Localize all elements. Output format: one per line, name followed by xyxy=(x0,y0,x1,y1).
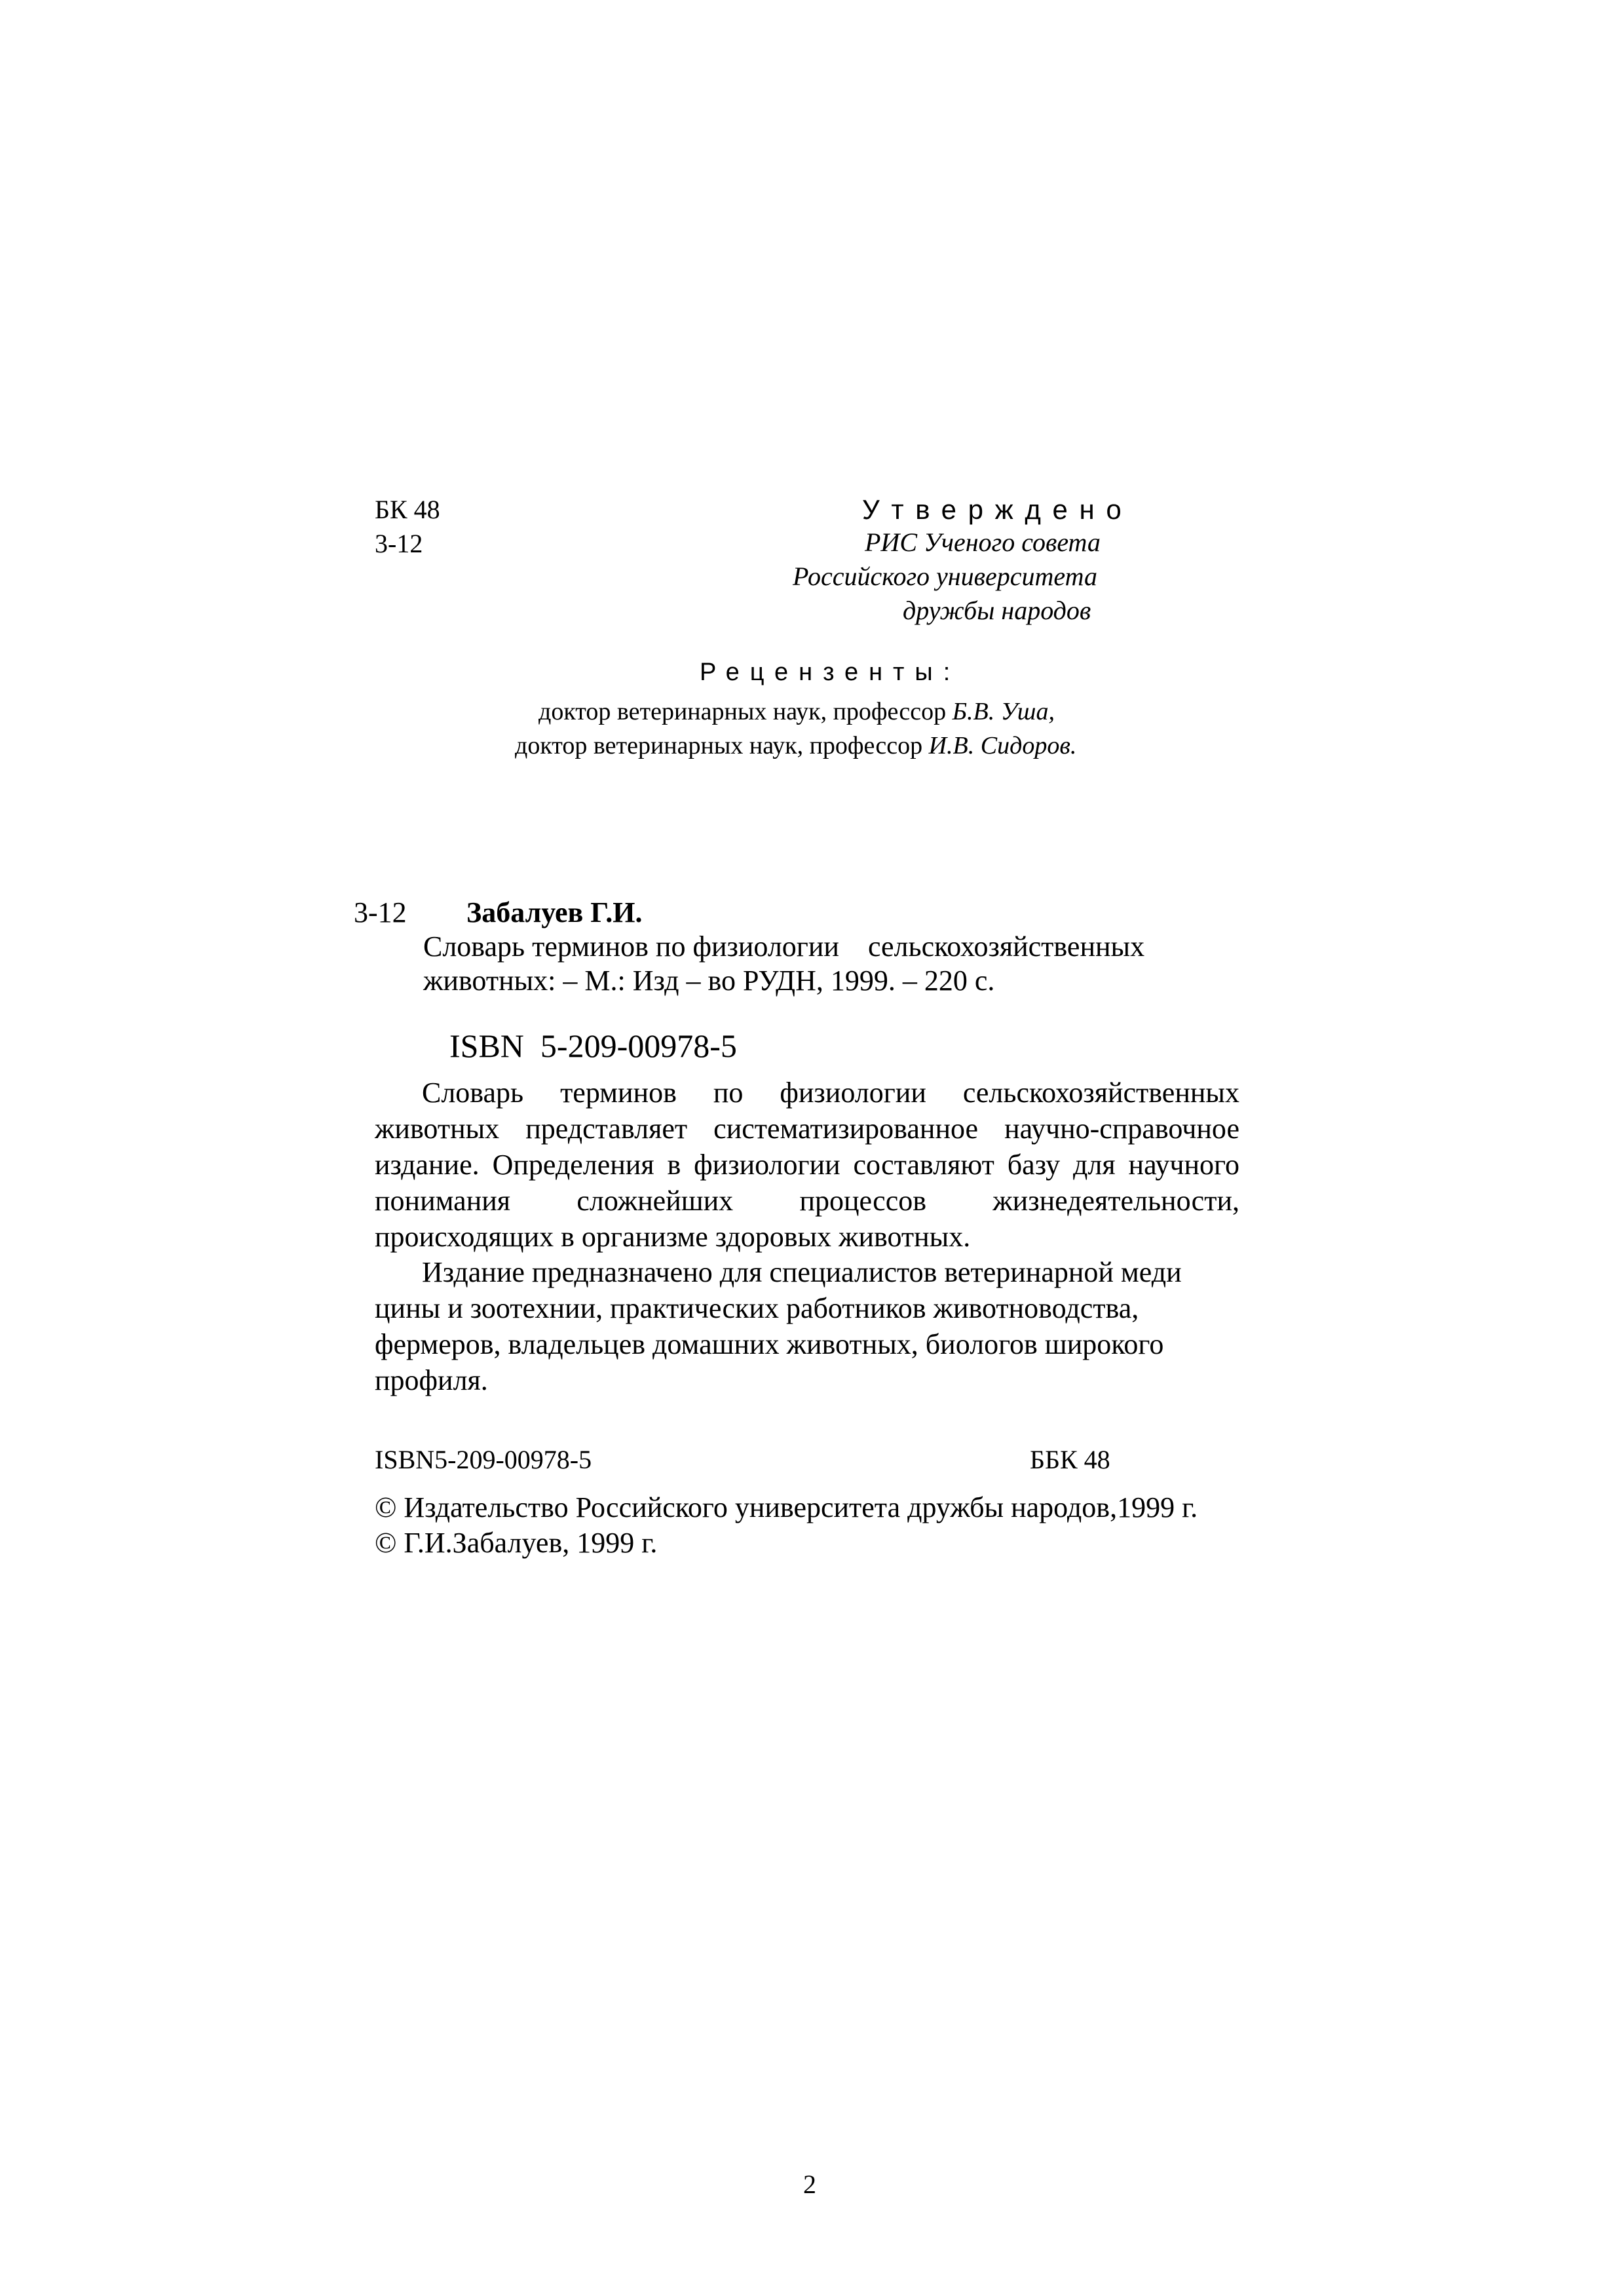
catalog-author: Забалуев Г.И. xyxy=(466,896,643,928)
annotation-p1-line-3: издание. Определения в физиологии составляют базу для научного xyxy=(375,1149,1239,1181)
annotation-p1-line-4: понимания сложнейших процессов жизнедеятельности, xyxy=(375,1185,1239,1217)
reviewers-heading: Рецензенты: xyxy=(700,659,961,686)
page-number: 2 xyxy=(803,2170,816,2199)
author-index: 3-12 xyxy=(375,529,423,558)
annotation-p2-line-1: Издание предназначено для специалистов ветеринарной меди xyxy=(422,1256,1182,1288)
annotation-p2-line-3: фермеров, владельцев домашних животных, биологов широкого xyxy=(375,1328,1164,1360)
annotation-p2-line-2: цины и зоотехнии, практических работников животноводства, xyxy=(375,1292,1139,1324)
reviewer-1-title: доктор ветеринарных наук, профессор xyxy=(538,698,953,725)
approval-line-2: Российского университета xyxy=(793,562,1097,591)
catalog-code: 3-12 xyxy=(354,896,407,928)
reviewer-1-name: Б.В. Уша, xyxy=(952,698,1055,725)
annotation-p2-line-4: профиля. xyxy=(375,1364,488,1396)
reviewer-1 xyxy=(538,695,1055,729)
copyright-author: © Г.И.Забалуев, 1999 г. xyxy=(375,1527,658,1559)
reviewer-2-title: доктор ветеринарных наук, профессор xyxy=(515,732,929,759)
catalog-title-line-1: Словарь терминов по физиологии сельскохозяйственных xyxy=(423,930,1145,963)
reviewer-2-name: И.В. Сидоров. xyxy=(928,732,1077,759)
footer-isbn: ISBN5-209-00978-5 xyxy=(375,1445,592,1474)
annotation-p1-line-5: происходящих в организме здоровых животных. xyxy=(375,1221,971,1253)
annotation-p1-line-1: Словарь терминов по физиологии сельскохозяйственных xyxy=(422,1077,1239,1109)
annotation-p1-line-2: животных представляет систематизированное научно-справочное xyxy=(375,1113,1239,1145)
reviewer-2 xyxy=(515,729,1076,763)
footer-bbk: ББК 48 xyxy=(1030,1445,1110,1474)
catalog-title-line-2: животных: – М.: Изд – во РУДН, 1999. – 220 с. xyxy=(423,965,995,997)
approval-line-3: дружбы народов xyxy=(903,596,1091,625)
approval-title: Утверждено xyxy=(862,494,1133,525)
copyright-publisher: © Издательство Российского университета дружбы народов,1999 г. xyxy=(375,1491,1198,1523)
bk-index: БК 48 xyxy=(375,495,440,524)
approval-line-1: РИС Ученого совета xyxy=(865,527,1101,557)
catalog-isbn: ISBN 5-209-00978-5 xyxy=(449,1027,737,1064)
